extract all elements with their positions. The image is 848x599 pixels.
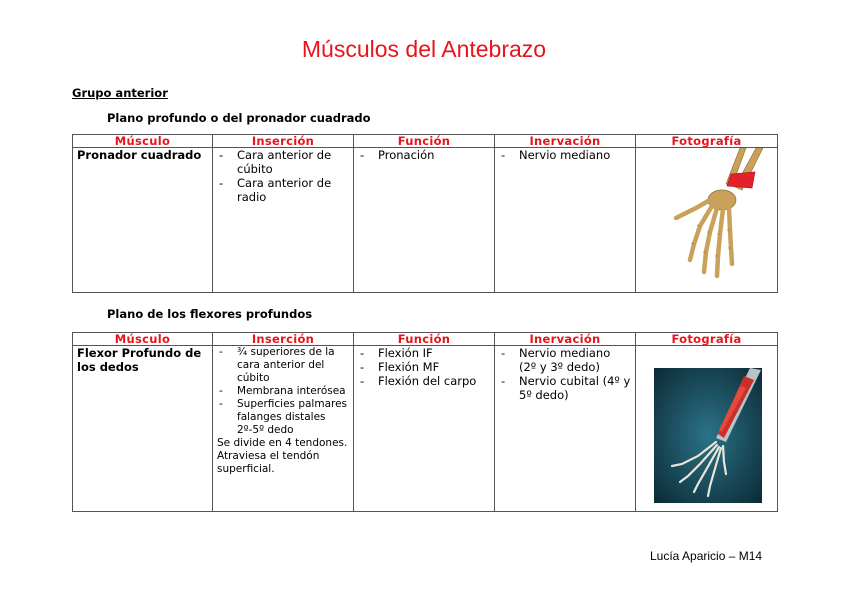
table-header-row [73, 333, 778, 346]
header-insercion: Inserción [213, 333, 354, 346]
funcion-item: - Flexión del carpo [358, 374, 490, 388]
header-musculo: Músculo [73, 135, 213, 148]
table-pronador [72, 134, 778, 293]
table-row [73, 148, 778, 293]
header-fotografia: Fotografía [636, 135, 778, 148]
funcion-cell [354, 148, 495, 293]
photo-cell [636, 148, 778, 293]
muscle-name: Flexor Profundo de los dedos [73, 346, 213, 512]
insercion-item: - Membrana interósea [217, 385, 349, 398]
inervacion-item: - Nervio mediano [499, 148, 631, 162]
funcion-item: - Flexión IF [358, 346, 490, 360]
insercion-item: - Cara anterior de cúbito [217, 148, 349, 176]
photo-cell [636, 346, 778, 512]
inervacion-cell [495, 148, 636, 293]
header-inervacion: Inervación [495, 135, 636, 148]
table-flexores [72, 332, 778, 512]
insercion-cell [213, 346, 354, 512]
header-inervacion: Inervación [495, 333, 636, 346]
header-funcion: Función [354, 135, 495, 148]
inervacion-item: - Nervio cubital (4º y 5º dedo) [499, 374, 631, 402]
insercion-cell [213, 148, 354, 293]
inervacion-cell [495, 346, 636, 512]
insercion-item: - Cara anterior de radio [217, 176, 349, 204]
section-heading-flexores: Plano de los flexores profundos [107, 307, 313, 321]
header-insercion: Inserción [213, 135, 354, 148]
footer-author: Lucía Aparicio – M14 [650, 549, 763, 563]
insercion-note: Se divide en 4 tendones. Atraviesa el tendón superficial. [217, 437, 348, 475]
muscle-name: Pronador cuadrado [73, 148, 213, 293]
page-title: Músculos del Antebrazo [301, 36, 547, 62]
group-heading: Grupo anterior [72, 86, 168, 100]
header-musculo: Músculo [73, 333, 213, 346]
table-row [73, 346, 778, 512]
section-heading-pronador: Plano profundo o del pronador cuadrado [107, 111, 371, 125]
header-fotografia: Fotografía [636, 333, 778, 346]
funcion-item: - Pronación [358, 148, 490, 162]
funcion-item: - Flexión MF [358, 360, 490, 374]
header-funcion: Función [354, 333, 495, 346]
forearm-muscle-image [640, 346, 781, 508]
hand-skeleton-image [640, 148, 781, 289]
funcion-cell [354, 346, 495, 512]
insercion-item: - ¾ superiores de la cara anterior del cúbito [217, 346, 349, 385]
insercion-item: - Superficies palmares falanges distales 2º-5º dedo [217, 398, 349, 437]
inervacion-item: - Nervio mediano (2º y 3º dedo) [499, 346, 631, 374]
table-header-row [73, 135, 778, 148]
